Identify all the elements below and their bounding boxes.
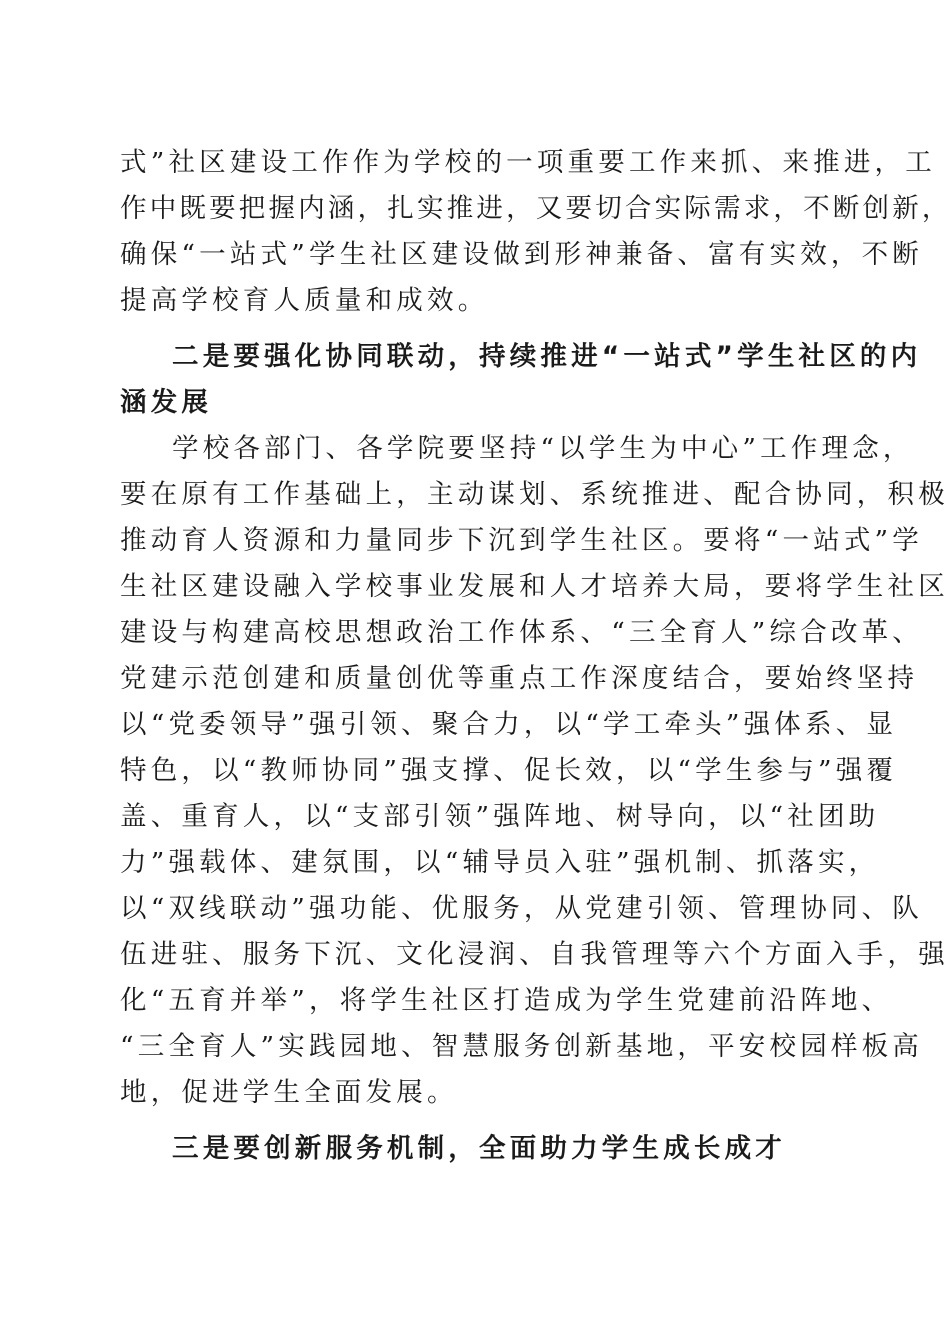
paragraph-2 [120, 426, 949, 1116]
paragraph-line: 学校各部门、各学院要坚持“以学生为中心”工作理念， [172, 433, 914, 464]
paragraph-line: 盖、重育人，以“支部引领”强阵地、树导向，以“社团助 [120, 801, 880, 832]
heading-line: 三是要创新服务机制，全面助力学生成长成才 [172, 1133, 786, 1164]
paragraph-line: 以“党委领导”强引领、聚合力，以“学工牵头”强体系、显 [120, 709, 898, 740]
paragraph-line: “三全育人”实践园地、智慧服务创新基地，平安校园样板高 [120, 1031, 923, 1062]
paragraph-line: 式”社区建设工作作为学校的一项重要工作来抓、来推进，工 [120, 147, 936, 178]
paragraph-line: 以“双线联动”强功能、优服务，从党建引领、管理协同、队 [120, 893, 923, 924]
paragraph-line: 化“五育并举”，将学生社区打造成为学生党建前沿阵地、 [120, 985, 893, 1016]
paragraph-line: 确保“一站式”学生社区建设做到形神兼备、富有实效，不断 [120, 239, 923, 270]
paragraph-line: 党建示范创建和质量创优等重点工作深度结合，要始终坚持 [120, 663, 919, 694]
section-heading-3 [120, 1126, 832, 1172]
heading-line: 二是要强化协同联动，持续推进“一站式”学生社区的内 [172, 341, 922, 372]
paragraph-line: 特色，以“教师协同”强支撑、促长效，以“学生参与”强覆 [120, 755, 898, 786]
paragraph-line: 推动育人资源和力量同步下沉到学生社区。要将“一站式”学 [120, 525, 923, 556]
paragraph-line: 力”强载体、建氛围，以“辅导员入驻”强机制、抓落实， [120, 847, 880, 878]
paragraph-line: 地，促进学生全面发展。 [120, 1077, 458, 1108]
heading-line: 涵发展 [120, 387, 213, 418]
paragraph-1 [120, 140, 952, 324]
section-heading-2 [120, 334, 922, 426]
document-page [120, 140, 952, 1172]
paragraph-line: 生社区建设融入学校事业发展和人才培养大局，要将学生社区 [120, 571, 949, 602]
paragraph-line: 提高学校育人质量和成效。 [120, 285, 489, 316]
paragraph-line: 伍进驻、服务下沉、文化浸润、自我管理等六个方面入手，强 [120, 939, 949, 970]
paragraph-line: 要在原有工作基础上，主动谋划、系统推进、配合协同，积极 [120, 479, 949, 510]
paragraph-line: 建设与构建高校思想政治工作体系、“三全育人”综合改革、 [120, 617, 923, 648]
paragraph-line: 作中既要把握内涵，扎实推进，又要切合实际需求，不断创新， [120, 193, 952, 224]
